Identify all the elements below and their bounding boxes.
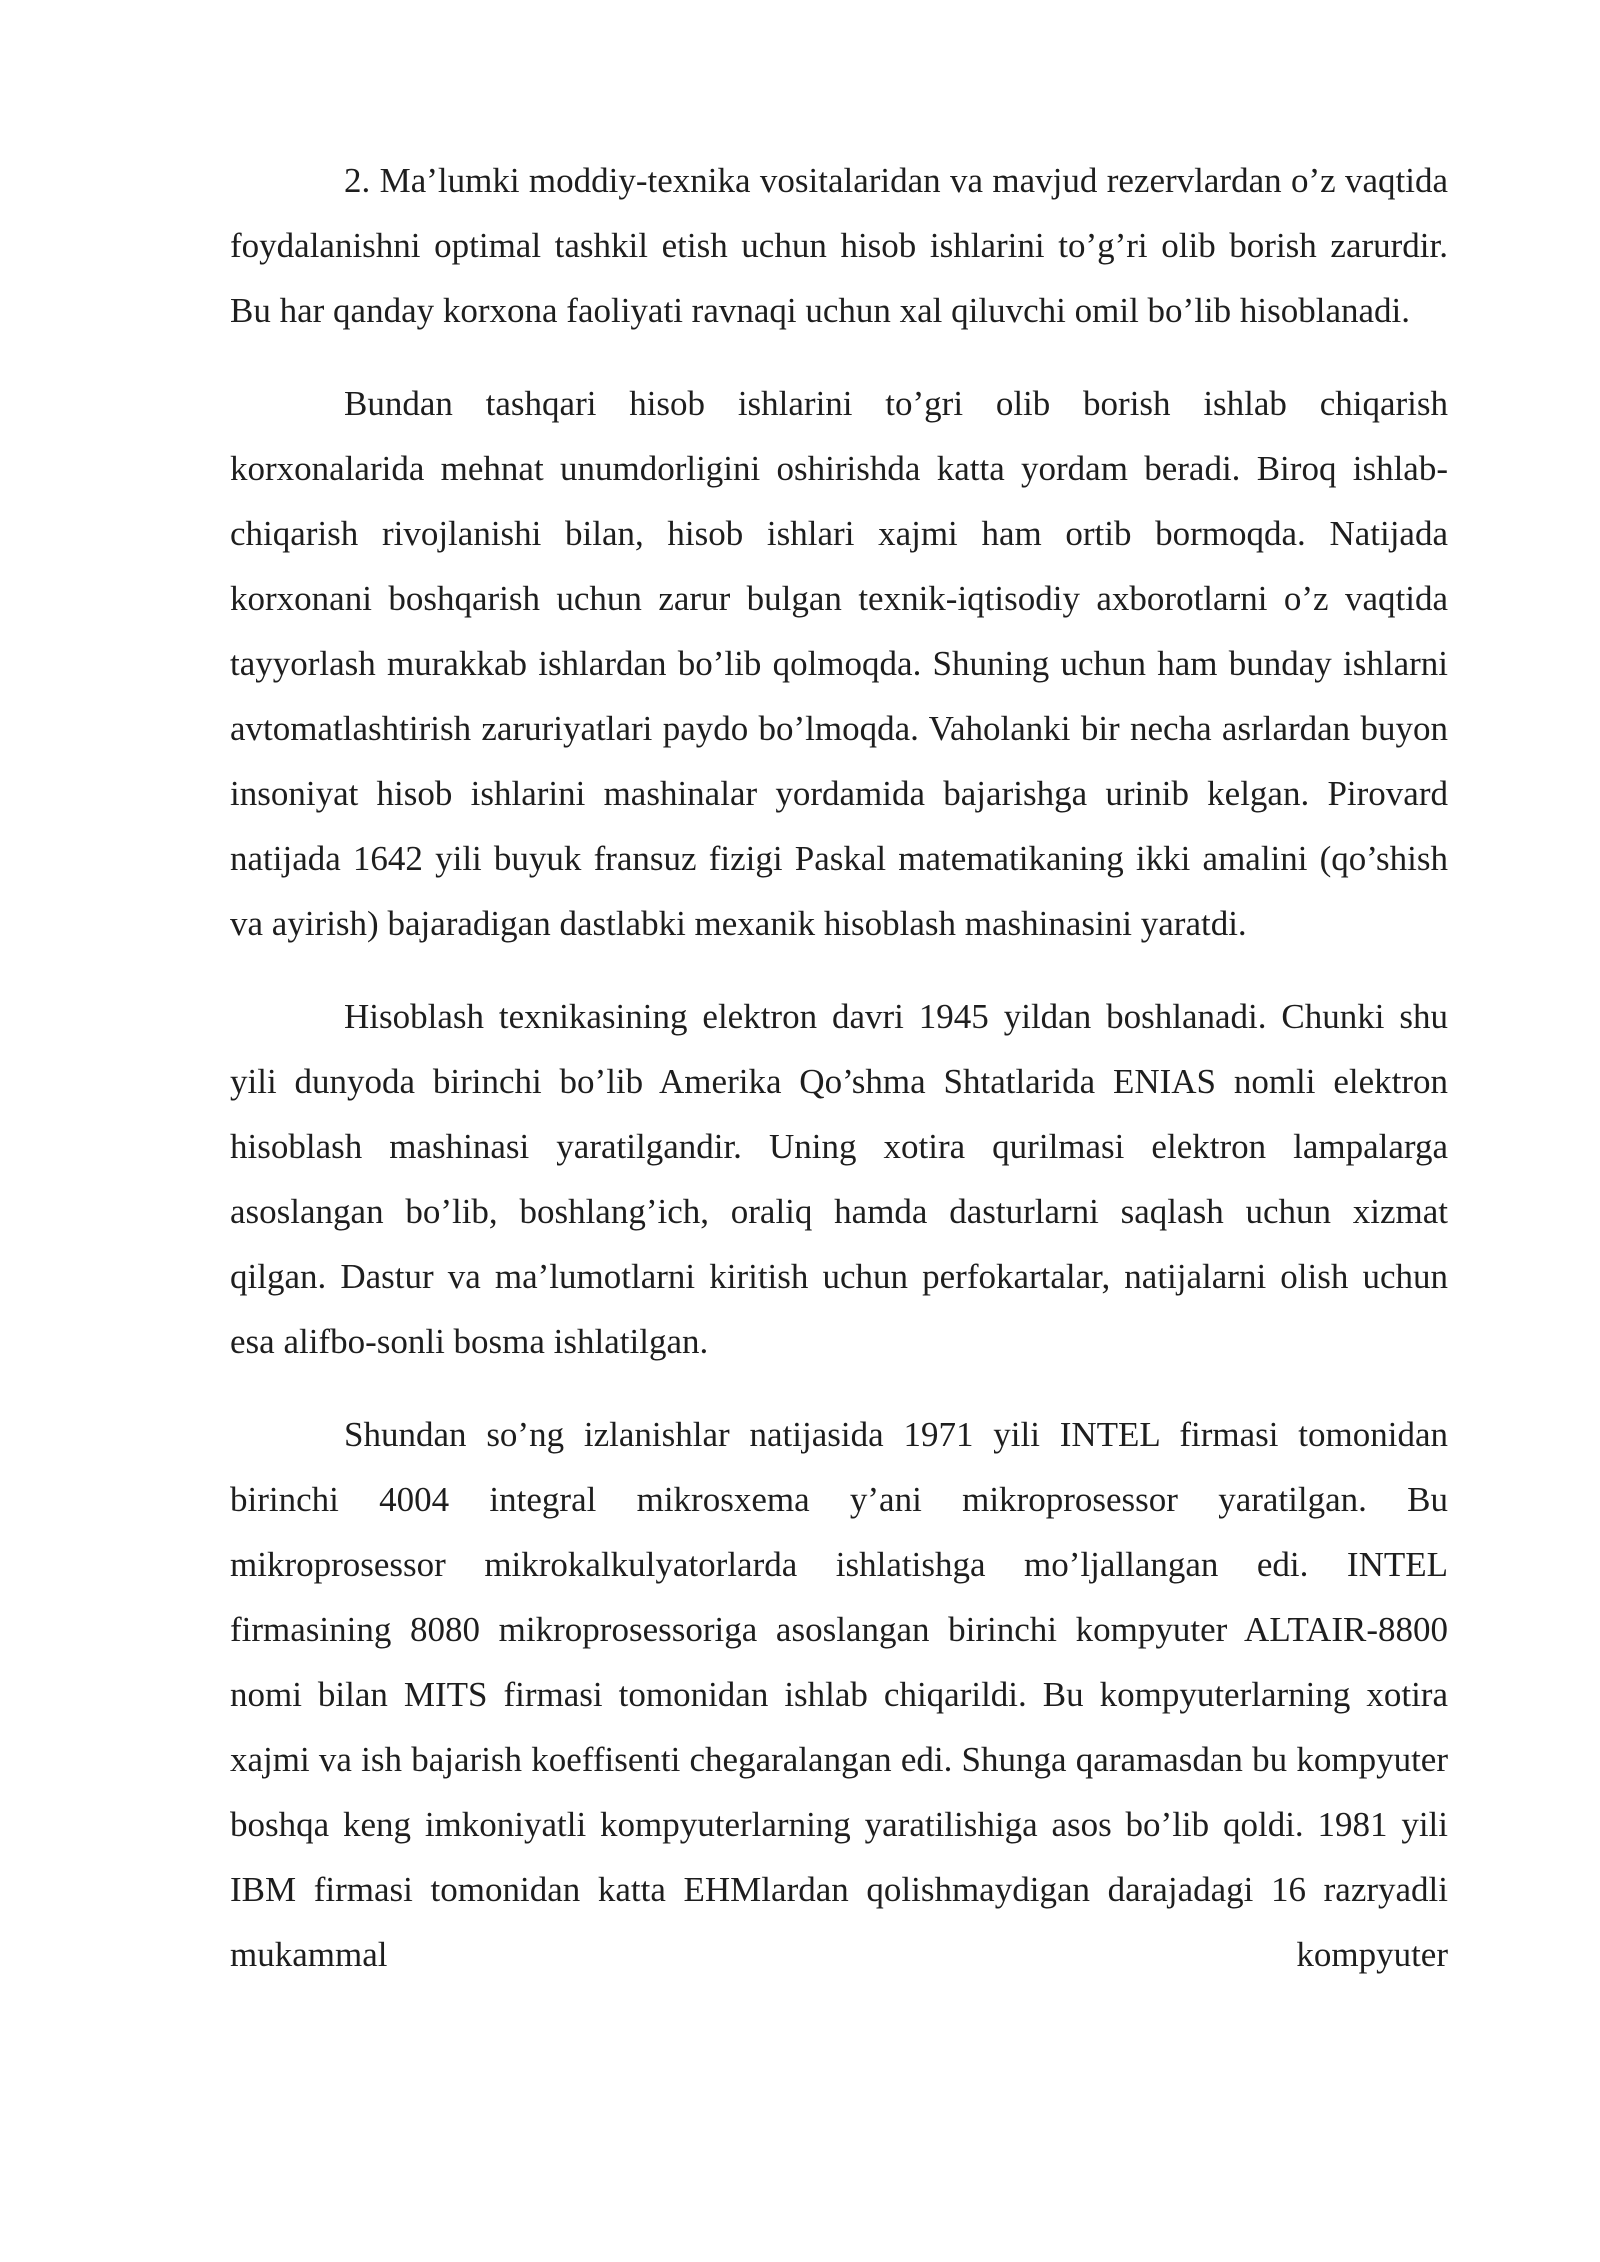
paragraph-3: Hisoblash texnikasining elektron davri 1945 yildan boshlanadi. Chunki shu yili dunyoda birinchi bo’lib Amerika Qo’shma Shtatlarida ENIAS nomli elektron hisoblash mashinasi yaratilgandir. Uning xotira qurilmasi elektron lampalarga asoslangan bo’lib, boshlang’ich, oraliq hamda dasturlarni saqlash uchun xizmat qilgan. Dastur va ma’lumotlarni kiritish uchun perfokartalar, natijalarni olish uchun esa alifbo-sonli bosma ishlatilgan. [230, 997, 1448, 1361]
paragraph-2: Bundan tashqari hisob ishlarini to’gri olib borish ishlab chiqarish korxonalarida mehnat unumdorligini oshirishda katta yordam beradi. Biroq ishlab-chiqarish rivojlanishi bilan, hisob ishlari xajmi ham ortib bormoqda. Natijada korxonani boshqarish uchun zarur bulgan texnik-iqtisodiy axborotlarni o’z vaqtida tayyorlash murakkab ishlardan bo’lib qolmoqda. Shuning uchun ham bunday ishlarni avtomatlashtirish zaruriyatlari paydo bo’lmoqda. Vaholanki bir necha asrlardan buyon insoniyat hisob ishlarini mashinalar yordamida bajarishga urinib kelgan. Pirovard natijada 1642 yili buyuk fransuz fizigi Paskal matematikaning ikki amalini (qo’shish va ayirish) bajaradigan dastlabki mexanik hisoblash mashinasini yaratdi. [230, 384, 1448, 943]
document-body [230, 148, 1448, 1987]
paragraph-1: 2. Ma’lumki moddiy-texnika vositalaridan va mavjud rezervlardan o’z vaqtida foydalanishni optimal tashkil etish uchun hisob ishlarini to’g’ri olib borish zarurdir. Bu har qanday korxona faoliyati ravnaqi uchun xal qiluvchi omil bo’lib hisoblanadi. [230, 161, 1448, 330]
paragraph-4: Shundan so’ng izlanishlar natijasida 1971 yili INTEL firmasi tomonidan birinchi 4004 integral mikrosxema y’ani mikroprosessor yaratilgan. Bu mikroprosessor mikrokalkulyatorlarda ishlatishga mo’ljallangan edi. INTEL firmasining 8080 mikroprosessoriga asoslangan birinchi kompyuter ALTAIR-8800 nomi bilan MITS firmasi tomonidan ishlab chiqarildi. Bu kompyuterlarning xotira xajmi va ish bajarish koeffisenti chegaralangan edi. Shunga qaramasdan bu kompyuter boshqa keng imkoniyatli kompyuterlarning yaratilishiga asos bo’lib qoldi. 1981 yili IBM firmasi tomonidan katta EHMlardan qolishmaydigan darajadagi 16 razryadli mukammal kompyuter [230, 1415, 1448, 1974]
